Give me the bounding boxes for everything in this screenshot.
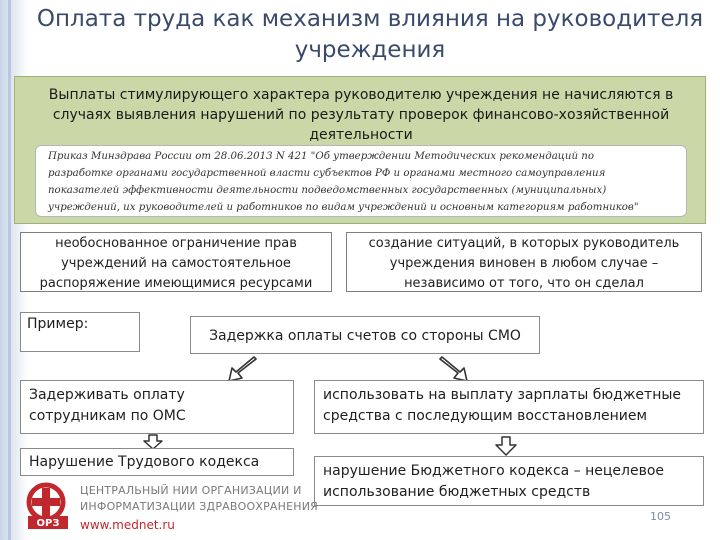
example-label: Пример: (27, 316, 89, 332)
page-number: 105 (650, 510, 671, 523)
stimulus-payment-panel (14, 76, 706, 224)
rights-line-3: распоряжение имеющимися ресурсами (39, 276, 313, 291)
labor-code-text: Нарушение Трудового кодекса (29, 454, 260, 470)
emblem-text: ОРЗ (36, 518, 60, 529)
situation-line-3: независимо от того, что он сделал (404, 276, 644, 291)
budget-code-line-1: нарушение Бюджетного кодекса – нецелевое (323, 463, 665, 479)
panel-line-1: Выплаты стимулирующего характера руководителю учреждения не начисляются в (48, 87, 674, 103)
arrow-down-icon-right (494, 436, 518, 456)
stimulus-payment-text (25, 85, 697, 145)
situation-line-1: создание ситуаций, в которых руководитель (368, 236, 680, 251)
order-line-1: Приказ Минздрава России от 28.06.2013 N 421 "Об утверждении Методических рекомендаций по (48, 151, 594, 162)
order-line-4: учреждений, их руководителей и работников по видам учреждений и основным категориям работников" (48, 202, 639, 213)
budget-code-violation-box (314, 456, 704, 506)
rights-restriction-box (20, 232, 332, 292)
slide-title (30, 4, 710, 66)
ministry-order-quote (35, 145, 687, 217)
order-line-2: разработке органами государственной власти субъектов РФ и органами местного самоуправления (48, 168, 606, 179)
institute-emblem-icon (18, 480, 76, 532)
institute-logo (18, 478, 318, 536)
logo-line-2: ИНФОРМАТИЗАЦИИ ЗДРАВООХРАНЕНИЯ (80, 500, 319, 513)
payment-delay-text: Задержка оплаты счетов со стороны СМО (209, 328, 521, 344)
delay-salary-line-1: Задерживать оплату (29, 387, 185, 403)
logo-url-link[interactable]: www.mednet.ru (80, 518, 175, 532)
payment-delay-box (190, 316, 540, 354)
title-line-1: Оплата труда как механизм влияния на руководителя (36, 6, 704, 32)
labor-code-violation-box (20, 448, 294, 476)
use-budget-funds-box (314, 380, 704, 434)
rights-line-2: учреждений на самостоятельное (61, 256, 291, 271)
panel-line-2: случаях выявления нарушений по результату проверок финансово-хозяйственной (52, 107, 670, 123)
budget-funds-line-1: использовать на выплату зарплаты бюджетные (323, 387, 682, 403)
no-win-situation-box (346, 232, 702, 292)
rights-line-1: необоснованное ограничение прав (55, 236, 297, 251)
budget-funds-line-2: средства с последующим восстановлением (323, 408, 648, 424)
panel-line-3: деятельности (309, 127, 413, 143)
example-label-box (20, 312, 140, 352)
situation-line-2: учреждения виновен в любом случае – (389, 256, 659, 271)
delay-salary-line-2: сотрудникам по ОМС (29, 408, 186, 424)
budget-code-line-2: использование бюджетных средств (323, 484, 591, 500)
logo-line-1: ЦЕНТРАЛЬНЫЙ НИИ ОРГАНИЗАЦИИ И (80, 484, 302, 497)
order-line-3: показателей эффективности деятельности подведомственных государственных (муниципальных) (48, 185, 607, 196)
delay-salary-box (20, 380, 294, 434)
title-line-2: учреждения (294, 37, 446, 63)
